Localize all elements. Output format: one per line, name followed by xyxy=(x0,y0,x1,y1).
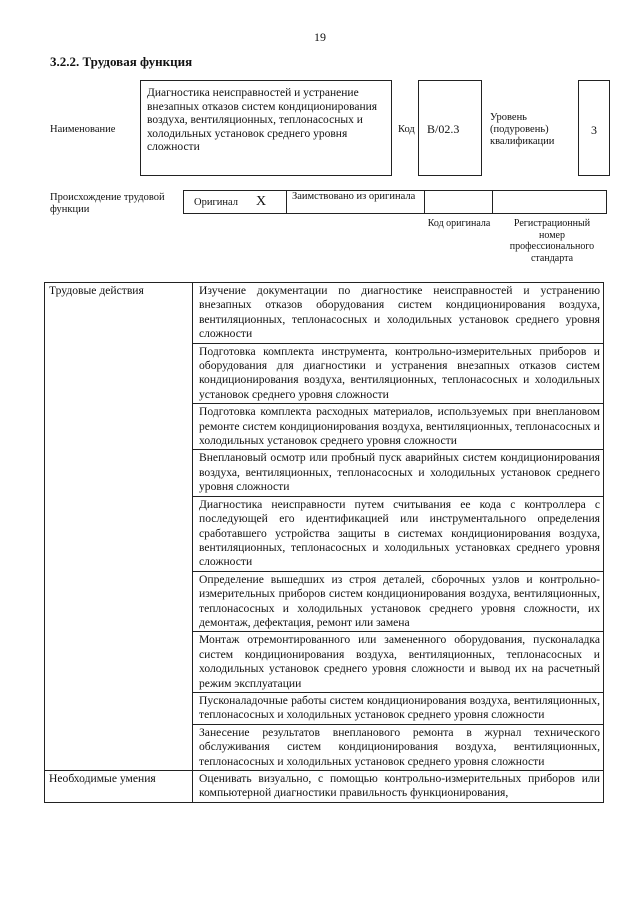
borrowed-label: Заимствовано из оригинала xyxy=(292,191,416,202)
cell-divider xyxy=(286,191,287,213)
labor-actions-heading: Трудовые действия xyxy=(45,283,193,771)
level-box xyxy=(578,80,610,176)
original-mark: X xyxy=(256,194,267,209)
reg-number-caption: Регистрационный номер профессионального стандарта xyxy=(509,218,595,264)
qualification-level: 3 xyxy=(591,123,597,137)
cell-divider xyxy=(424,191,425,213)
labor-action-item: Занесение результатов внепланового ремонта в журнал технического обслуживания систем кондиционирования воздуха, вентиляционных, теплонасосных и холодильных установок среднего уровня сложности xyxy=(193,724,604,770)
page-number: 19 xyxy=(314,30,326,44)
code-box xyxy=(418,80,482,176)
table-row xyxy=(45,283,604,344)
labor-action-item: Диагностика неисправности путем считывания ее кода с контроллера с последующей его идентификацией или инструментального определения сработавшего устройства защиты в системах кондиционирования воздуха, вентиляционных, теплонасосных и холодильных установках среднего уровня сложности xyxy=(193,496,604,571)
labor-function-table xyxy=(44,282,604,803)
original-label: Оригинал xyxy=(194,197,238,208)
code-label: Код xyxy=(398,124,415,135)
code-original-caption: Код оригинала xyxy=(427,218,491,229)
qualification-level-label: Уровень (подуровень) квалификации xyxy=(490,112,555,147)
labor-action-item: Изучение документации по диагностике неисправностей и устранению внезапных отказов оборудования систем кондиционирования воздуха, вентиляционных, теплонасосных и холодильных установок среднего уровня сложности xyxy=(193,283,604,344)
labor-action-item: Пусконаладочные работы систем кондиционирования воздуха, вентиляционных, теплонасосных и холодильных установок среднего уровня сложности xyxy=(193,692,604,724)
name-label: Наименование xyxy=(50,124,116,135)
function-name-box xyxy=(140,80,392,176)
origin-table xyxy=(183,190,607,214)
labor-action-item: Подготовка комплекта расходных материалов, используемых при внеплановом ремонте систем кондиционирования воздуха, вентиляционных, теплонасосных и холодильных установок среднего уровня сложности xyxy=(193,404,604,450)
required-skill-item: Оценивать визуально, с помощью контрольно-измерительных приборов или компьютерной диагностики правильность функционирования, xyxy=(193,771,604,803)
labor-action-item: Внеплановый осмотр или пробный пуск аварийных систем кондиционирования воздуха, вентиляционных, теплонасосных и холодильных установок среднего уровня сложности xyxy=(193,450,604,496)
labor-action-item: Определение вышедших из строя деталей, сборочных узлов и контрольно-измерительных приборов систем кондиционирования воздуха, вентиляционных, теплонасосных и холодильных установок среднего уровня сложности, их демонтаж, дефектация, ремонт или замена xyxy=(193,571,604,632)
function-name: Диагностика неисправностей и устранение внезапных отказов систем кондиционирования воздуха, вентиляционных, теплонасосных и холодильных установок среднего уровня сложности xyxy=(147,87,378,153)
function-code: B/02.3 xyxy=(427,122,460,136)
section-title: 3.2.2. Трудовая функция xyxy=(50,54,193,69)
cell-divider xyxy=(492,191,493,213)
origin-label: Происхождение трудовой функции xyxy=(50,192,165,215)
labor-action-item: Подготовка комплекта инструмента, контрольно-измерительных приборов и оборудования для диагностики и устранения внезапных отказов систем кондиционирования воздуха, вентиляционных, теплонасосных и холодильных установок среднего уровня сложности xyxy=(193,343,604,404)
table-row xyxy=(45,771,604,803)
labor-action-item: Монтаж отремонтированного или замененного оборудования, пусконаладка систем кондиционирования воздуха, вентиляционных, теплонасосных и холодильных установок среднего уровня сложности и вывод их на расчетный режим эксплуатации xyxy=(193,632,604,693)
required-skills-heading: Необходимые умения xyxy=(45,771,193,803)
